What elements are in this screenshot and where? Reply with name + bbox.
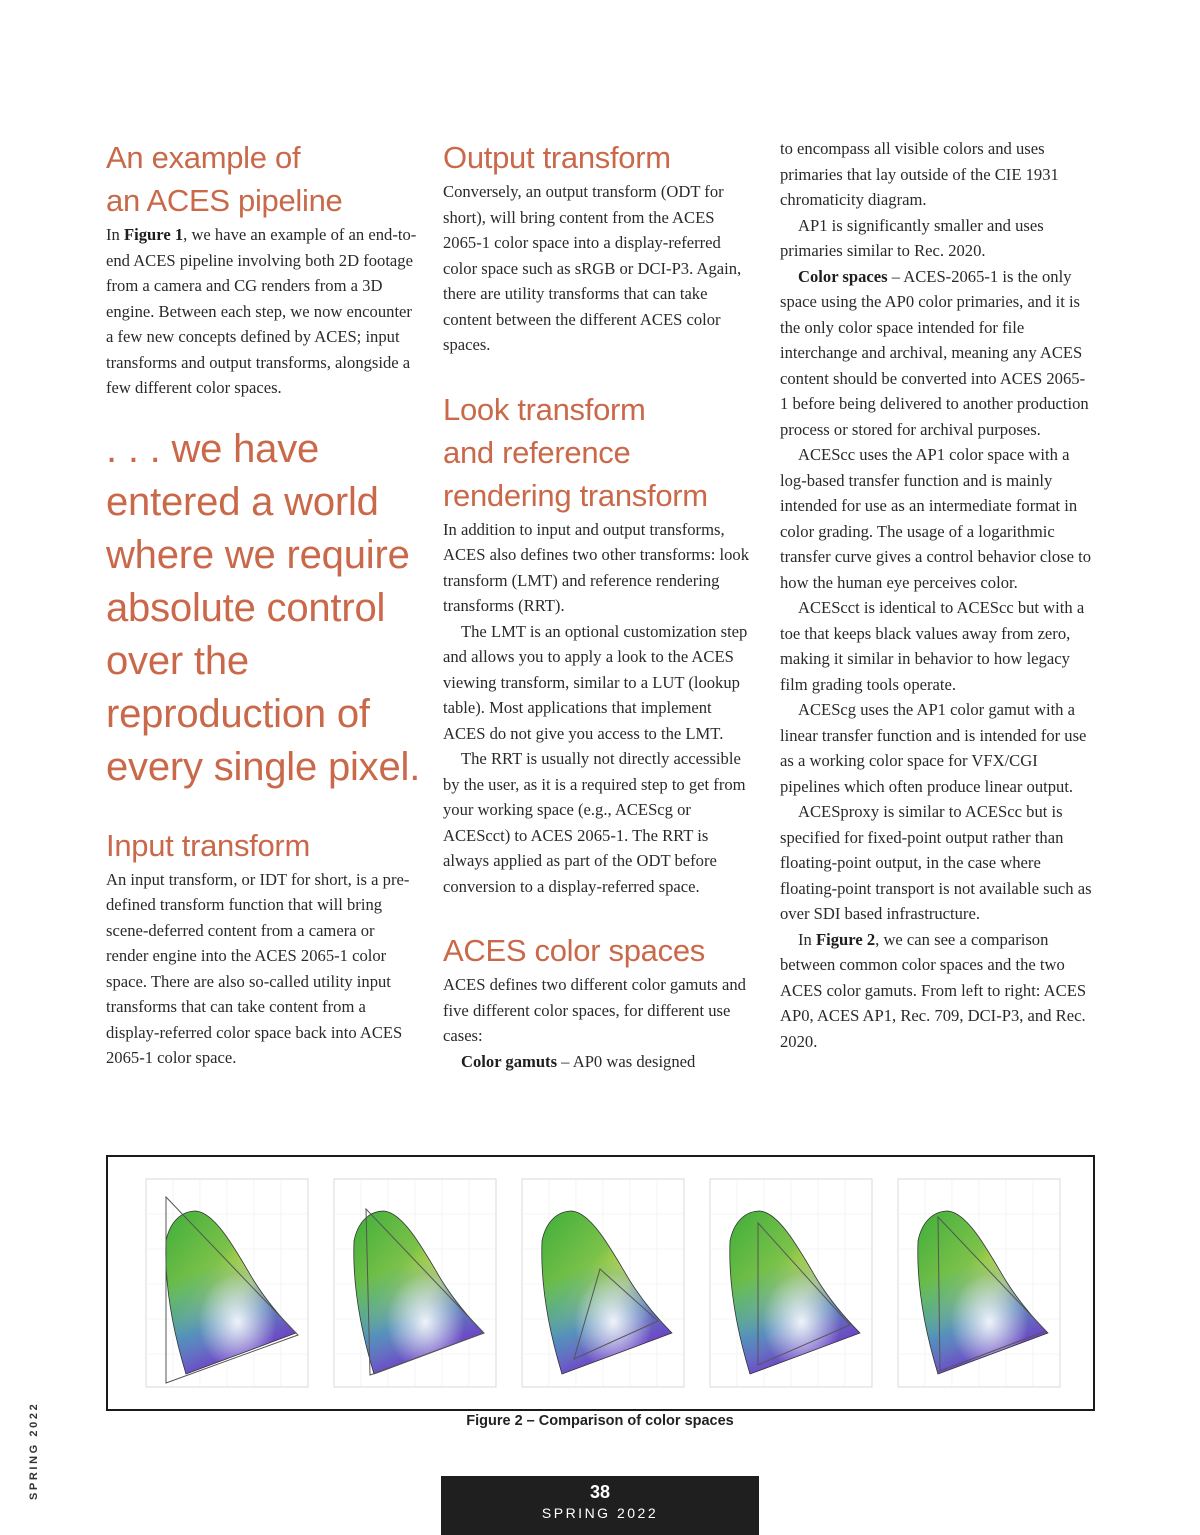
paragraph-acesproxy: ACESproxy is similar to ACEScc but is specified for fixed-point output rather than floating-point output, in the case where floating-point transport is not available such as over SDI based infrastructure. — [780, 802, 1092, 923]
chromaticity-svg — [512, 1171, 692, 1397]
paragraph-ap1: AP1 is significantly smaller and uses primaries similar to Rec. 2020. — [780, 215, 1044, 260]
figure-1-reference: Figure 1 — [123, 225, 184, 244]
figure-2 — [106, 1155, 1095, 1411]
heading-input-transform: Input transform — [106, 827, 310, 863]
heading-aces-color-spaces: ACES color spaces — [443, 933, 705, 968]
paragraph-color-gamuts: Color gamuts – AP0 was designed — [461, 1051, 696, 1071]
paragraph-pipeline-intro: In Figure 1, we have an example of an end-to-end ACES pipeline involving both 2D footage from a camera and CG renders from a 3D engine. Between each step, we now encounter a few new concepts defined by ACES; input transforms and output transforms, alongside a few different color spaces. — [106, 225, 417, 397]
chromaticity-diagram-ap0 — [136, 1171, 316, 1397]
paragraph-acescct: ACEScct is identical to ACEScc but with a toe that keeps black values away from zero, making it similar in behavior to how legacy film grading tools operate. — [780, 598, 1085, 694]
heading-output-transform: Output transform — [443, 140, 671, 175]
chromaticity-diagram-rec709 — [512, 1171, 692, 1397]
paragraph-color-spaces: Color spaces – ACES-2065-1 is the only space using the AP0 color primaries, and it is the only color space intended for file interchange and archival, meaning any ACES content should be converted into ACES 2065-1 before being delivered to another production process or stored for archival purposes. — [780, 266, 1089, 439]
paragraph-ap0-cont: to encompass all visible colors and uses primaries that lay outside of the CIE 1931 chromaticity diagram. — [780, 139, 1059, 209]
column-1 — [106, 136, 421, 1071]
chromaticity-diagram-rec2020 — [888, 1171, 1068, 1397]
figure-caption: Figure 2 – Comparison of color spaces — [466, 1413, 734, 1429]
paragraph-other-transforms: In addition to input and output transforms, ACES also defines two other transforms: look transform (LMT) and reference rendering transforms (RRT). — [443, 519, 750, 615]
chromaticity-svg — [324, 1171, 504, 1397]
column-2 — [443, 136, 755, 1074]
chromaticity-svg — [136, 1171, 316, 1397]
page-footer — [441, 1476, 759, 1535]
paragraph-color-spaces-intro: ACES defines two different color gamuts and five different color spaces, for different use cases: — [443, 975, 746, 1045]
chromaticity-diagram-ap1 — [324, 1171, 504, 1397]
paragraph-acescg: ACEScg uses the AP1 color gamut with a linear transfer function and is intended for use as a working color space for VFX/CGI pipelines which often produce linear output. — [780, 700, 1087, 796]
paragraph-rrt: The RRT is usually not directly accessible by the user, as it is a required step to get from your working space (e.g., ACEScg or ACEScct) to ACES 2065-1. The RRT is always applied as part of the ODT before conversion to a display-referred space. — [443, 749, 746, 896]
pull-quote: . . . we have entered a world where we require absolute control over the reproduction of every single pixel. — [106, 426, 421, 789]
paragraph-input-transform: An input transform, or IDT for short, is a pre-defined transform function that will bring scene-deferred content from a camera or render engine into the ACES 2065-1 color space. There are also so-called utility input transforms that can take content from a display-referred color space back into ACES 2065-1 color space. — [106, 869, 410, 1067]
paragraph-acescc: ACEScc uses the AP1 color space with a log-based transfer function and is mainly intended for use as an intermediate format in color grading. The usage of a logarithmic transfer curve gives a control behavior close to how the human eye perceives color. — [780, 445, 1092, 592]
heading-look-transform: Look transform and reference rendering transform — [443, 391, 708, 513]
chromaticity-diagram-dcip3 — [700, 1171, 880, 1397]
heading-aces-pipeline: An example of an ACES pipeline — [106, 140, 343, 218]
paragraph-lmt: The LMT is an optional customization step and allows you to apply a look to the ACES viewing transform, similar to a LUT (lookup table). Most applications that implement ACES do not give you access to the LMT. — [443, 621, 748, 743]
page-number: 38 — [589, 1482, 611, 1502]
footer-issue: SPRING 2022 — [541, 1505, 659, 1521]
paragraph-figure-2: In Figure 2, we can see a comparison between common color spaces and the two ACES color gamuts. From left to right: ACES AP0, ACES AP1, Rec. 709, DCI-P3, and Rec. 2020. — [780, 929, 1087, 1051]
chromaticity-svg — [888, 1171, 1068, 1397]
paragraph-output-transform: Conversely, an output transform (ODT for short), will bring content from the ACES 2065-1 color space into a display-referred color space such as sRGB or DCI-P3. Again, there are utility transforms that can take content between the different ACES color spaces. — [443, 182, 742, 354]
chromaticity-svg — [700, 1171, 880, 1397]
side-issue-label: SPRING 2022 — [28, 1401, 40, 1500]
column-3 — [780, 136, 1092, 1054]
figure-2-reference: Figure 2 — [815, 929, 876, 949]
